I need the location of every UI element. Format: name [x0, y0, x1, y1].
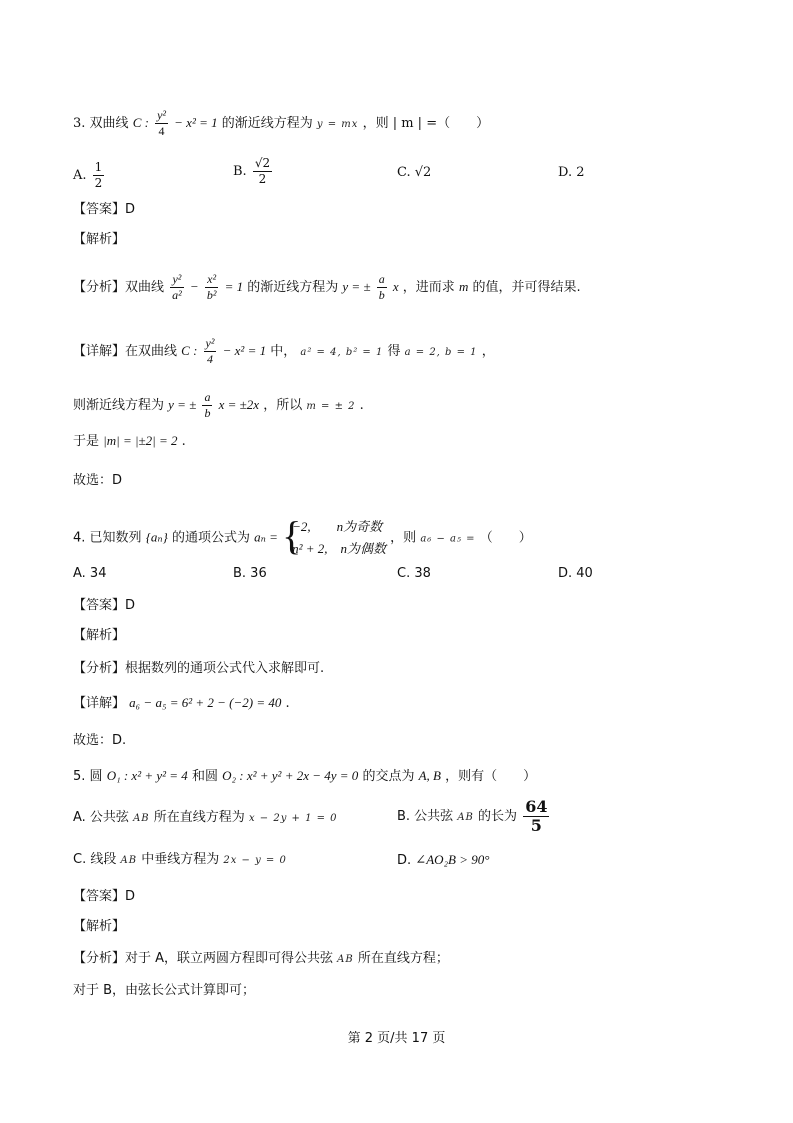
- q3-option-d-value: 2: [576, 165, 585, 180]
- q3-fenxi-d2: b²: [206, 288, 217, 302]
- q3-line2-y: y = ±: [168, 397, 197, 412]
- q5-option-d: [397, 850, 489, 871]
- q3-line2-fb: b: [204, 406, 211, 420]
- q5-and: 和圆: [191, 769, 218, 784]
- q3-fenxi-eq1: = 1: [224, 279, 244, 294]
- q5-option-b-ab: AB: [457, 812, 474, 823]
- q3-fenxi-fb: b: [378, 288, 385, 302]
- q3-option-d-label: D.: [558, 165, 573, 180]
- q5-mid: 的交点为: [362, 769, 415, 784]
- q4-piecewise: [282, 513, 387, 560]
- q3-line2-small: m = ± 2: [306, 401, 356, 412]
- q3-option-c: [397, 163, 431, 183]
- q3-fenxi: [73, 272, 581, 303]
- q3-fenxi-minus: −: [189, 279, 199, 294]
- q4-option-d: D. 40: [558, 566, 593, 581]
- q3-fenxi-prefix: 【分析】双曲线: [73, 280, 165, 295]
- q3-xiangjie-prefix: 【详解】在双曲线: [73, 344, 178, 359]
- q3-xj-den: 4: [207, 352, 214, 366]
- q5-option-c-ab: AB: [120, 855, 138, 866]
- q3-fenxi-d1: a²: [172, 288, 182, 302]
- q3-xj-mid: 中，: [270, 344, 297, 359]
- q3-fenxi-suffix: ，进而求: [402, 280, 455, 295]
- q5-line2: 对于 B，由弦长公式计算即可；: [73, 983, 256, 998]
- q3-fenxi-n2: x²: [205, 272, 219, 288]
- q5-option-b: [397, 798, 551, 835]
- q4-choose: 故选：D.: [73, 733, 127, 748]
- q3-line3: [73, 431, 186, 452]
- q4-option-c: C. 38: [397, 566, 431, 581]
- q3-fraction: [155, 108, 168, 139]
- q3-frac-den: 4: [158, 124, 165, 138]
- q5-option-c-mid: 中垂线方程为: [141, 852, 220, 867]
- q4-stem: [73, 513, 532, 560]
- q3-fenxi-mid: 的渐近线方程为: [247, 280, 339, 295]
- q4-case2: n² + 2, n为偶数: [292, 541, 387, 556]
- q5-fenxi-prefix: 【分析】对于 A，联立两圆方程即可得公共弦: [73, 951, 334, 966]
- q3-line2-mid: ，所以: [263, 398, 303, 413]
- q3-fenxi-x: x: [392, 279, 399, 294]
- q5-ab: A, B: [418, 768, 441, 783]
- q5-option-c-prefix: C. 线段: [73, 852, 117, 867]
- q5-fenxi: [73, 949, 449, 970]
- q3-fenxi-frac2: [205, 272, 219, 303]
- q3-line2-fa: a: [204, 390, 211, 404]
- q3-line2-end: .: [359, 398, 364, 413]
- q3-option-a: [73, 160, 106, 191]
- q4-brace: {: [282, 513, 302, 558]
- q3-option-a-den: 2: [94, 176, 103, 190]
- q5-option-a-mid: 所在直线方程为: [153, 810, 245, 825]
- q5-option-a: [73, 808, 338, 829]
- q4-seq: {aₙ}: [145, 529, 168, 545]
- q5-o2: O₂ : x² + y² + 2x − 4y = 0: [222, 768, 359, 783]
- q5-option-a-ab: AB: [133, 813, 150, 824]
- q4-ask-end: （ ）: [479, 530, 532, 546]
- q3-option-b-frac: [253, 156, 272, 187]
- q3-mid-text: 的渐近线方程为: [221, 116, 313, 131]
- q3-xiangjie: [73, 336, 495, 367]
- q3-frac-num: y²: [157, 108, 167, 122]
- q3-option-b: [233, 156, 274, 187]
- q3-fenxi-frac1: [170, 272, 184, 303]
- q4-xiangjie: [73, 693, 290, 714]
- q3-fenxi-n1: y²: [170, 272, 184, 288]
- q3-xj-num: y²: [205, 336, 215, 350]
- q5-option-b-den: 5: [530, 816, 542, 835]
- q5-fenxi-ab: AB: [337, 954, 354, 965]
- q3-fenxi-y: y = ±: [342, 279, 371, 294]
- q3-option-b-den: 2: [258, 172, 267, 186]
- q5-ask: ，则有（ ）: [445, 769, 537, 784]
- q3-line2-prefix: 则渐近线方程为: [73, 398, 165, 413]
- q4-option-b: B. 36: [233, 566, 267, 581]
- q5-stem: [73, 766, 536, 787]
- q4-an: aₙ =: [254, 529, 278, 545]
- q3-line2: [73, 390, 364, 421]
- q5-option-b-frac: [523, 798, 549, 835]
- q5-fenxi-end: 所在直线方程；: [357, 951, 449, 966]
- q5-answer: 【答案】D: [73, 889, 136, 904]
- q3-option-b-label: B.: [233, 164, 247, 179]
- q3-answer: 【答案】D: [73, 202, 136, 217]
- q3-xj-frac: [204, 336, 217, 367]
- q5-option-b-prefix: B. 公共弦: [397, 809, 454, 824]
- q4-option-a: A. 34: [73, 566, 107, 581]
- q4-stem-prefix: 4. 已知数列: [73, 530, 142, 546]
- q3-eq-rest: − x² = 1: [174, 115, 218, 130]
- q3-line2-rest: x = ±2x: [218, 397, 260, 412]
- q3-line2-frac: [202, 390, 212, 421]
- q5-option-a-prefix: A. 公共弦: [73, 810, 129, 825]
- q3-option-b-num: √2: [254, 156, 271, 170]
- q3-analysis-title: 【解析】: [73, 232, 126, 247]
- q3-choose: 故选：D: [73, 473, 123, 488]
- q5-option-d-eq: ∠AO₂B > 90°: [415, 852, 490, 867]
- q3-stem: [73, 108, 489, 139]
- q3-option-a-label: A.: [73, 168, 87, 183]
- q3-ask: ，则 | m | =（ ）: [362, 116, 490, 131]
- q3-option-c-label: C.: [397, 165, 411, 180]
- q5-stem-prefix: 5. 圆: [73, 769, 103, 784]
- q5-option-a-eq: x − 2y + 1 = 0: [248, 813, 338, 824]
- q5-option-b-mid: 的长为: [478, 809, 518, 824]
- q3-option-c-value: √2: [414, 165, 432, 180]
- q3-xj-de: 得: [387, 344, 401, 359]
- q3-xj-small1: a² = 4, b² = 1: [300, 347, 384, 358]
- q4-xiangjie-eq: a₆ − a₅ = 6² + 2 − (−2) = 40: [129, 695, 282, 710]
- q3-line3-eq: |m| = |±2| = 2: [103, 433, 178, 448]
- q4-case1: −2, n为奇数: [292, 519, 383, 534]
- q3-fenxi-frac3: [377, 272, 387, 303]
- q4-ask-small: a₆ − a₅ =: [420, 533, 476, 545]
- q3-option-a-num: 1: [94, 160, 103, 174]
- q3-eq-lhs: C :: [132, 115, 149, 130]
- q3-line3-end: .: [181, 434, 186, 449]
- q3-line3-prefix: 于是: [73, 434, 100, 449]
- q3-fenxi-m: m: [458, 279, 469, 294]
- q3-asym-eq: y = mx: [316, 119, 359, 130]
- q3-xj-rest: − x² = 1: [222, 343, 267, 358]
- q5-option-c: [73, 850, 287, 871]
- q4-analysis-title: 【解析】: [73, 628, 126, 643]
- q4-answer: 【答案】D: [73, 598, 136, 613]
- q5-option-b-num: 64: [525, 797, 548, 816]
- q3-fenxi-fa: a: [378, 272, 385, 286]
- q3-option-a-frac: [93, 160, 105, 191]
- q3-option-d: [558, 163, 585, 183]
- q5-o1: O₁ : x² + y² = 4: [106, 768, 188, 783]
- q5-option-d-prefix: D.: [397, 853, 412, 868]
- q5-analysis-title: 【解析】: [73, 919, 126, 934]
- q4-ask-prefix: ，则: [390, 530, 417, 546]
- q3-stem-prefix: 3. 双曲线: [73, 116, 129, 131]
- q4-xiangjie-prefix: 【详解】: [73, 696, 126, 711]
- q3-fenxi-end: 的值，并可得结果.: [472, 280, 581, 295]
- page-footer: 第 2 页/共 17 页: [347, 1031, 446, 1046]
- q3-xj-comma: ，: [481, 344, 495, 359]
- q4-mid: 的通项公式为: [172, 530, 251, 546]
- q3-xj-c: C :: [181, 343, 198, 358]
- q5-option-c-eq: 2x − y = 0: [223, 855, 287, 866]
- q3-xj-small2: a = 2, b = 1: [404, 347, 478, 358]
- q4-fenxi: 【分析】根据数列的通项公式代入求解即可.: [73, 661, 325, 676]
- q4-xiangjie-end: .: [285, 696, 290, 711]
